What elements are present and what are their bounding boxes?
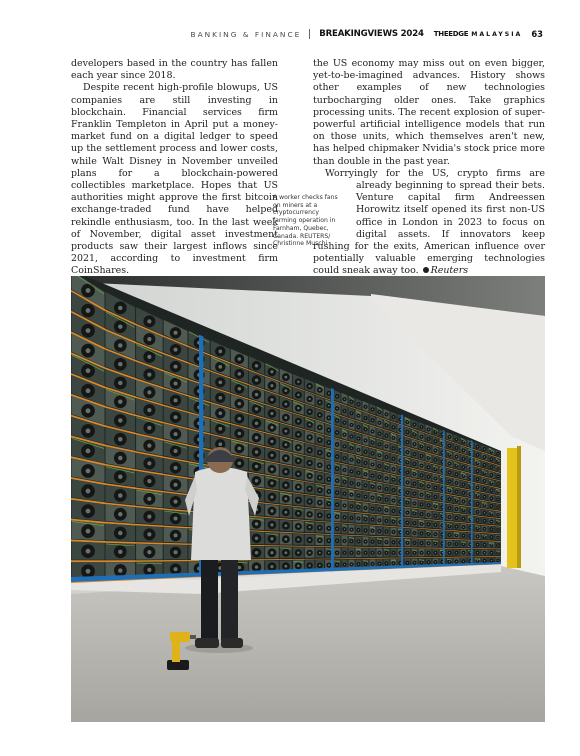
article-paragraph-text: Worryingly for the US, crypto firms are already beginning to spread their bets. Venture capital firm Andreessen Horowitz itself opened its first non-US office in London in 2023 to focus on digital assets. If innovators keep rushing for the exits, American influence over potentially valuable emerging technologies could sneak away too. <box>313 167 545 277</box>
section-label: BANKING & FINANCE <box>190 29 302 39</box>
page-number: 63 <box>531 29 543 39</box>
brand-country: MALAYSIA <box>471 30 523 38</box>
end-mark-icon <box>423 267 429 273</box>
article-paragraph: developers based in the country has fallen each year since 2018. <box>71 58 278 82</box>
brand-logo: THEEDGE <box>433 30 469 38</box>
article-paragraph: the US economy may miss out on even bigger, yet-to-be-imagined advances. History shows other examples of new technologies turbocharging older ones. Take graphics processing units. The recent explosion of super-powerful artificial intelligence models that run on those units, which themselves aren't new, has helped chipmaker Nvidia's stock price more than double in the past year. <box>313 58 545 167</box>
article-column-right <box>313 58 545 278</box>
photo-caption: A worker checks fans on miners at a cryptocurrency farming operation in Farnham, Quebec, Canada. REUTERS/ Christinne Muschi <box>273 194 338 248</box>
signoff: Reuters <box>430 265 469 277</box>
article-paragraph: Despite recent high-profile blowups, US companies are still investing in blockchain. Financial services firm Franklin Templeton in April put a money-market fund on a digital ledger to speed up the settlement process and lower costs, while Walt Disney in November unveiled plans for a blockchain-powered collectibles marketplace. Hopes that US authorities might approve the first bitcoin exchange-traded fund have helped rekindle enthusiasm, too. In the last week of November, digital asset investment products saw their largest inflows since 2021, according to investment firm CoinShares. <box>71 82 278 277</box>
yellow-post-shadow <box>517 446 521 568</box>
running-header <box>191 27 544 41</box>
photo <box>71 276 545 722</box>
mining-farm-photo <box>71 276 545 722</box>
publication-title: BREAKINGVIEWS 2024 <box>319 29 424 39</box>
yellow-post <box>507 448 517 568</box>
header-divider <box>309 29 310 39</box>
